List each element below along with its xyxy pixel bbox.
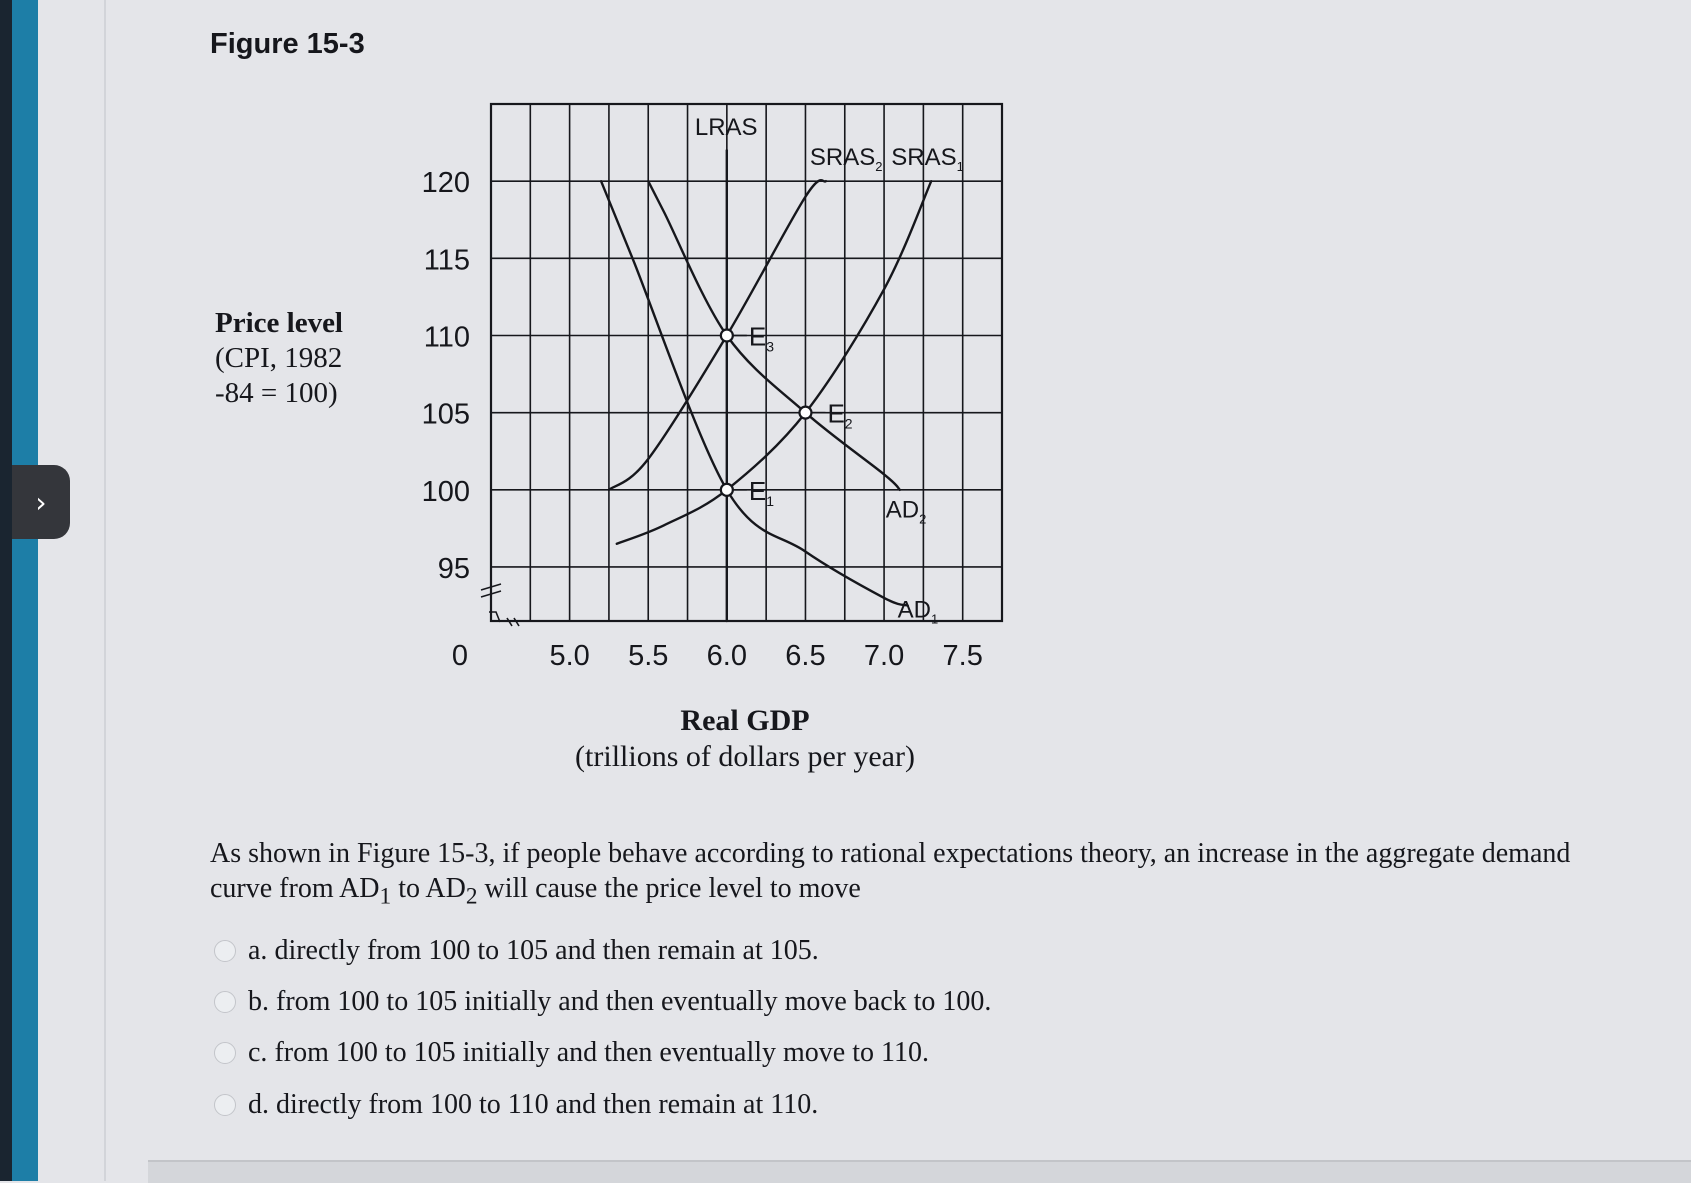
option-text: from 100 to 105 initially and then eventually move to 110. [274,1037,929,1068]
equilibrium-label: $E_1$ [748,475,774,509]
chevron-right-icon: › [35,485,47,519]
option-letter: c. [248,1037,268,1068]
x-axis-label [545,703,945,775]
y-axis-label [215,306,343,411]
sras1-label: $SRAS_1$ [891,144,964,174]
y-axis-label-line3: -84 = 100) [215,377,338,409]
option-text: directly from 100 to 110 and then remain at 110. [276,1089,819,1120]
x-tick-label: 5.5 [628,640,669,672]
x-tick-label: 6.0 [706,640,748,672]
equilibrium-label: $E_2$ [827,398,853,432]
answer-option-b[interactable] [214,986,991,1018]
y-tick-label: 110 [423,321,470,354]
bottom-panel-edge [148,1160,1691,1183]
radio-button[interactable] [214,1094,236,1116]
x-tick-label: 5.0 [549,640,590,672]
origin-label: 0 [451,640,468,672]
axis-break-marks [481,584,519,626]
x-axis-label-line1: Real GDP [680,704,810,737]
question-end: will cause the price level to move [477,873,861,904]
x-tick-label: 7.5 [942,640,983,672]
sras2-label: $SRAS_2$ [809,144,883,174]
equilibrium-label: $E_3$ [748,321,774,355]
y-tick-label: 115 [423,244,470,277]
x-tick-label: 6.5 [785,640,826,672]
option-letter: b. [248,986,269,1017]
question-part1: As shown in Figure 15-3, if people behave according to rational expectations theory, an increase in the aggregate demand curve from AD [210,838,1571,904]
radio-button[interactable] [214,1042,236,1064]
x-axis-label-line2: (trillions of dollars per year) [575,740,915,773]
y-axis-label-line1: Price level [215,307,343,339]
option-text: directly from 100 to 105 and then remain at 105. [274,935,819,966]
curve-ad1 [601,181,908,605]
option-letter: a. [248,935,268,966]
lras-label: LRAS [694,114,758,141]
answer-option-c[interactable] [214,1037,929,1069]
answer-option-d[interactable] [214,1089,818,1121]
equilibrium-marker [721,484,733,496]
x-tick-label: 7.0 [863,640,905,672]
y-tick-label: 120 [421,167,470,200]
y-tick-label: 105 [421,398,470,431]
y-axis-label-line2: (CPI, 1982 [215,342,343,374]
option-letter: d. [248,1089,269,1120]
question-mid: to AD [391,873,466,904]
chart-grid [491,104,1002,621]
answer-option-a[interactable] [214,935,819,967]
equilibrium-marker [721,329,733,341]
radio-button[interactable] [214,940,236,962]
question-sub2: 2 [465,883,478,910]
equilibrium-marker [799,407,811,419]
question-sub1: 1 [379,883,392,910]
ad1-label: $AD_1$ [897,596,939,627]
radio-button[interactable] [214,991,236,1013]
ad2-label: $AD_2$ [885,496,927,527]
question-text [210,836,1610,915]
figure-title: Figure 15-3 [210,28,365,60]
option-text: from 100 to 105 initially and then eventually move back to 100. [276,986,992,1017]
y-tick-label: 100 [421,475,470,508]
y-tick-label: 95 [437,552,470,585]
x-axis-break-mark [489,612,519,626]
